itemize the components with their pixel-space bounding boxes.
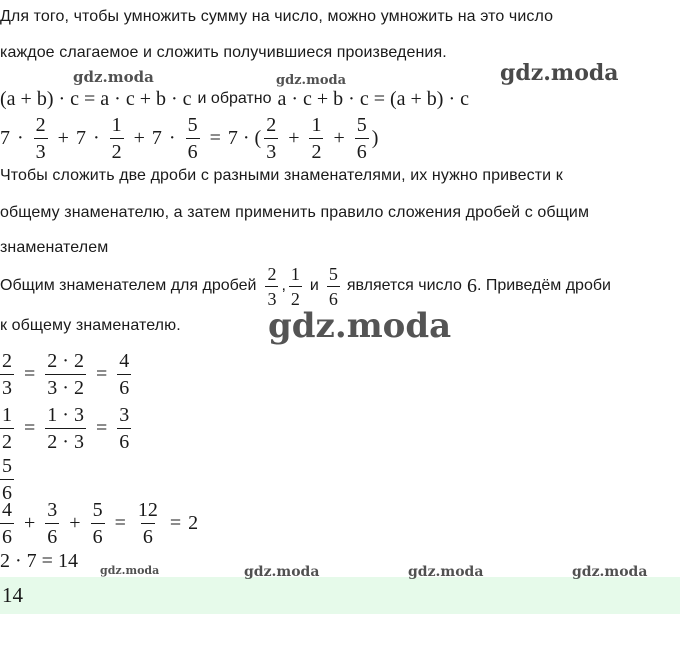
- fraction: [264, 115, 278, 162]
- sum-result: 2: [188, 511, 199, 534]
- fraction: [309, 115, 323, 162]
- common-text-pre: Общим знаменателем для дробей: [0, 277, 257, 294]
- denominator: 2: [110, 138, 124, 162]
- numerator: 1: [111, 113, 122, 136]
- formula-left: (a + b) · c = a · c + b · c: [0, 87, 192, 110]
- numerator: 5: [2, 454, 12, 477]
- final-calc-text: 2 · 7 = 14: [0, 549, 78, 572]
- numerator: 1: [311, 113, 322, 136]
- conversion-2: [0, 403, 134, 453]
- denominator: 6: [117, 374, 131, 398]
- numerator: 5: [92, 498, 103, 521]
- numerator: 1: [2, 403, 12, 426]
- watermark: gdz.moda: [100, 564, 160, 577]
- denominator: 3 · 2: [45, 374, 86, 398]
- watermark: gdz.moda: [572, 564, 648, 580]
- equals: =: [169, 511, 182, 534]
- fraction: [265, 265, 278, 308]
- fraction: [117, 351, 131, 398]
- text-line-7: к общему знаменателю.: [0, 317, 181, 334]
- equals: =: [24, 416, 36, 439]
- fraction: [186, 115, 200, 162]
- denominator: 6: [355, 138, 369, 162]
- numerator: 2: [35, 113, 46, 136]
- text-line-3: Чтобы сложить две дроби с разными знаменателями, их нужно привести к: [0, 167, 563, 184]
- numerator: 3: [47, 498, 58, 521]
- denominator: 6: [117, 428, 131, 452]
- numerator: 2: [266, 113, 277, 136]
- numerator: 5: [356, 113, 367, 136]
- fraction: [0, 351, 14, 398]
- common-denominator-number: 6: [466, 274, 477, 297]
- fraction: [45, 405, 86, 452]
- equals: =: [95, 362, 108, 385]
- denominator: 3: [264, 138, 278, 162]
- plus: +: [333, 126, 345, 149]
- dot: ·: [168, 126, 176, 149]
- dot: ·: [92, 126, 100, 149]
- denominator: 6: [0, 479, 14, 503]
- numerator: 3: [119, 403, 130, 426]
- denominator: 6: [91, 523, 105, 547]
- numerator: 1 · 3: [47, 403, 84, 426]
- denominator: 2 · 3: [45, 428, 86, 452]
- seven-open-paren: 7 · (: [227, 126, 262, 149]
- answer-box: [0, 577, 680, 614]
- common-text-is: является число: [346, 277, 462, 294]
- watermark: gdz.moda: [408, 564, 484, 580]
- fraction: [289, 265, 302, 308]
- numerator: 5: [187, 113, 198, 136]
- denominator: 6: [141, 523, 155, 547]
- denominator: 6: [327, 286, 340, 308]
- plus: +: [24, 511, 36, 534]
- seven: 7: [0, 126, 10, 149]
- denominator: 2: [0, 428, 14, 452]
- watermark: gdz.moda: [268, 306, 452, 346]
- fraction: [34, 115, 48, 162]
- text-line-4: общему знаменателю, а затем применить правило сложения дробей с общим: [0, 204, 590, 221]
- seven: 7: [75, 126, 86, 149]
- fraction: [0, 405, 14, 452]
- numerator: 4: [119, 349, 130, 372]
- formula-right: a · c + b · c = (a + b) · c: [277, 87, 470, 110]
- fraction: [117, 405, 131, 452]
- fraction: [327, 265, 340, 308]
- watermark: gdz.moda: [73, 68, 154, 86]
- denominator: 6: [186, 138, 200, 162]
- common-text-post: . Приведём дроби: [476, 277, 611, 294]
- numerator: 2: [267, 263, 277, 284]
- denominator: 3: [0, 374, 14, 398]
- plus: +: [133, 126, 145, 149]
- answer-value: 14: [2, 583, 23, 607]
- numerator: 2 · 2: [47, 349, 84, 372]
- fraction: [45, 500, 59, 547]
- distributive-formula: [0, 86, 469, 112]
- fraction: [136, 500, 160, 547]
- text-line-2: каждое слагаемое и сложить получившиеся произведения.: [0, 44, 447, 61]
- distributive-example: [0, 115, 378, 161]
- equals: =: [95, 416, 108, 439]
- watermark: gdz.moda: [500, 60, 619, 86]
- denominator: 3: [265, 286, 278, 308]
- text-line-5: знаменателем: [0, 239, 109, 256]
- plus: +: [288, 126, 300, 149]
- numerator: 5: [328, 263, 338, 284]
- text-line-1: Для того, чтобы умножить сумму на число, можно умножить на это число: [0, 8, 554, 25]
- denominator: 6: [0, 523, 14, 547]
- watermark: gdz.moda: [276, 73, 347, 88]
- numerator: 2: [2, 349, 12, 372]
- fraction: [45, 351, 86, 398]
- numerator: 4: [2, 498, 12, 521]
- formula-connector: и обратно: [197, 90, 272, 107]
- numerator: 1: [290, 263, 300, 284]
- equals: =: [209, 126, 221, 149]
- fraction: [0, 456, 14, 503]
- fraction: [91, 500, 105, 547]
- watermark: gdz.moda: [244, 564, 320, 580]
- final-calculation: [0, 548, 78, 574]
- plus: +: [69, 511, 81, 534]
- denominator: 3: [34, 138, 48, 162]
- dot: ·: [17, 126, 24, 149]
- fraction: [355, 115, 369, 162]
- plus: +: [57, 126, 69, 149]
- denominator: 6: [45, 523, 59, 547]
- fraction: [0, 500, 14, 547]
- denominator: 2: [309, 138, 323, 162]
- close-paren: ): [371, 126, 379, 149]
- common-denominator-line: [0, 262, 611, 310]
- fraction: [110, 115, 124, 162]
- and-word: и: [309, 277, 319, 294]
- numerator: 12: [137, 498, 158, 521]
- comma: ,: [281, 277, 286, 294]
- fraction-sum: [0, 500, 198, 546]
- equals: =: [24, 362, 36, 385]
- denominator: 2: [289, 286, 302, 308]
- conversion-3: [0, 456, 17, 502]
- conversion-1: [0, 349, 134, 399]
- equals: =: [114, 511, 126, 534]
- seven: 7: [151, 126, 162, 149]
